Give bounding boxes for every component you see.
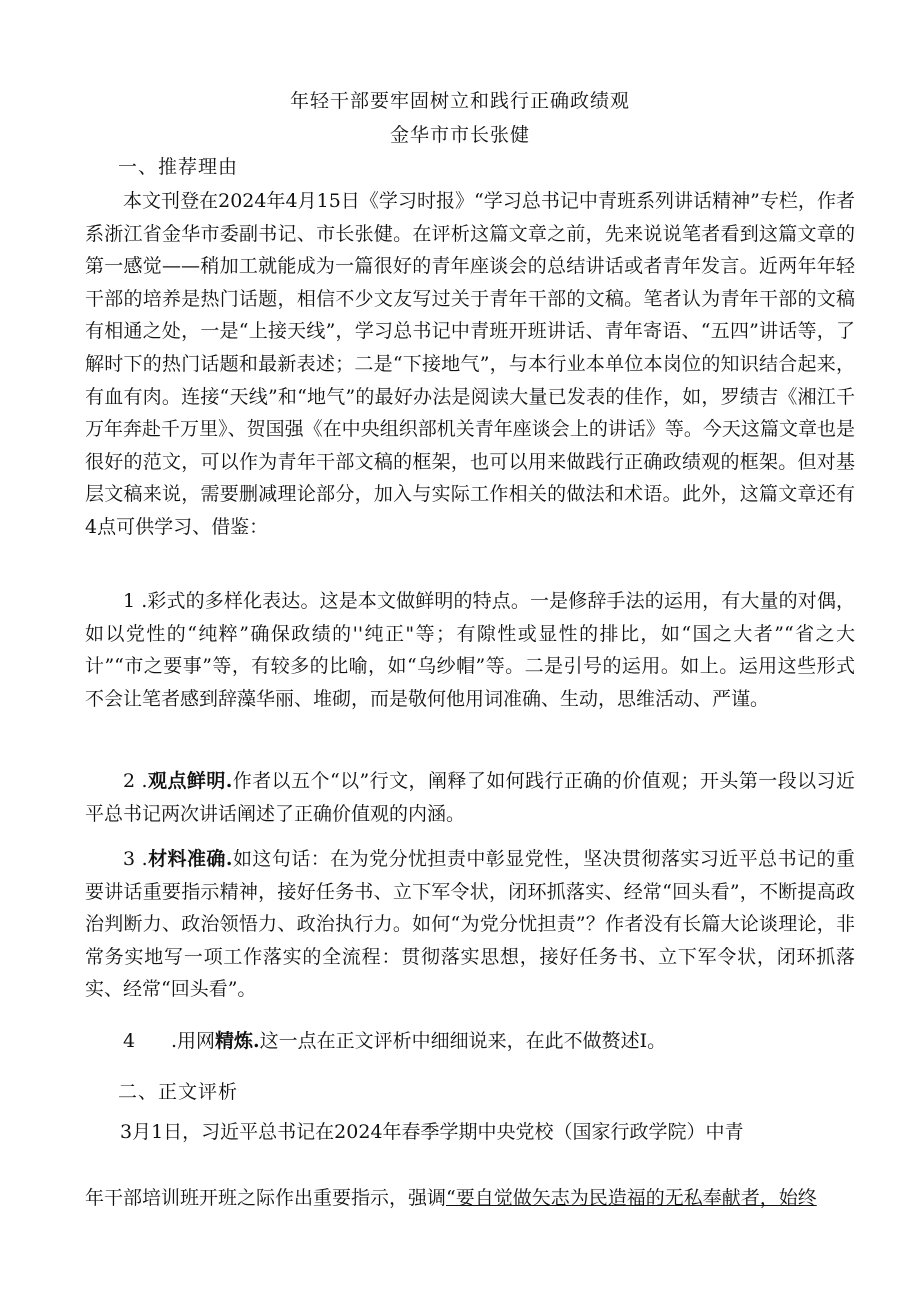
doc-author: 金华市市长张健 [389, 124, 530, 146]
point-3-paragraph [85, 843, 855, 1006]
point-3-number: 3 . [123, 848, 148, 870]
point-4-text: 这一点在正文评析中细细说来，在此不做赘述I。 [259, 1030, 667, 1052]
body-line-2 [85, 1183, 817, 1210]
section-heading-2: 二、正文评析 [118, 1081, 239, 1103]
point-4-heading: 精炼. [215, 1030, 260, 1052]
point-1-paragraph: 1 .彩式的多样化表达。这是本文做鲜明的特点。一是修辞手法的运用，有大量的对偶，如以党性的“纯粹”确保政绩的''纯正"等；有隙性或显性的排比，如“国之大者”“省之大计”“市之要事”等，有较多的比喻，如“乌纱帽”等。二是引号的运用。如上。运用这些形式不会让笔者感到辞藻华丽、堆砌，而是敬何他用词准确、生动，思维活动、严谨。 [85, 590, 855, 710]
point-2-heading: 观点鲜明. [147, 770, 233, 792]
point-3-text: 如这句话：在为党分忧担责中彰显党性，坚决贯彻落实习近平总书记的重要讲话重要指示精神，接好任务书、立下军令状，闭环抓落实、经常“回头看”，不断提高政治判断力、政治领悟力、政治执行力。如何“为党分忧担责”？作者没有长篇大论谈理论，非常务实地写一项工作落实的全流程：贯彻落实思想，接好任务书、立下军令状，闭环抓落实、经常“回头看”。 [85, 848, 855, 1001]
section-heading-1: 一、推荐理由 [118, 156, 239, 178]
body-line-2-underlined-quote: “要自觉做矢志为民造福的无私奉献者，始终 [446, 1187, 817, 1209]
point-2-text: 作者以五个“以”行文，阐释了如何践行正确的价值观；开头第一段以习近平总书记两次讲话阐述了正确价值观的内涵。 [85, 770, 855, 825]
point-4-paragraph [123, 1026, 666, 1053]
doc-title: 年轻干部要牢固树立和践行正确政绩观 [289, 90, 630, 112]
intro-paragraph: 本文刊登在2024年4月15日《学习时报》“学习总书记中青班系列讲话精神”专栏，作者系浙江省金华市委副书记、市长张健。在评析这篇文章之前，先来说说笔者看到这篇文章的第一感觉——稍加工就能成为一篇很好的青年座谈会的总结讲话或者青年发言。近两年年轻干部的培养是热门话题，相信不少文友写过关于青年干部的文稿。笔者认为青年干部的文稿有相通之处，一是“上接天线”，学习总书记中青班开班讲话、青年寄语、“五四”讲话等，了解时下的热门话题和最新表述；二是“下接地气”，与本行业本单位本岗位的知识结合起来，有血有肉。连接“天线”和“地气”的最好办法是阅读大量已发表的佳作，如，罗绩吉《湘江千万年奔赴千万里》、贺国强《在中央组织部机关青年座谈会上的讲话》等。今天这篇文章也是很好的范文，可以作为青年干部文稿的框架，也可以用来做践行正确政绩观的框架。但对基层文稿来说，需要删减理论部分，加入与实际工作相关的做法和术语。此外，这篇文章还有4点可供学习、借鉴： [85, 190, 855, 538]
point-2-paragraph [85, 765, 855, 830]
point-2-number: 2 . [123, 770, 148, 792]
point-4-number: 4 [123, 1030, 136, 1052]
body-line-2-text: 年干部培训班开班之际作出重要指示，强调 [85, 1187, 447, 1209]
body-line-1: 3月1日，习近平总书记在2024年春季学期中央党校（国家行政学院）中青 [120, 1121, 744, 1143]
point-3-heading: 材料准确. [147, 848, 233, 870]
point-4-prefix: .用网 [171, 1030, 216, 1052]
